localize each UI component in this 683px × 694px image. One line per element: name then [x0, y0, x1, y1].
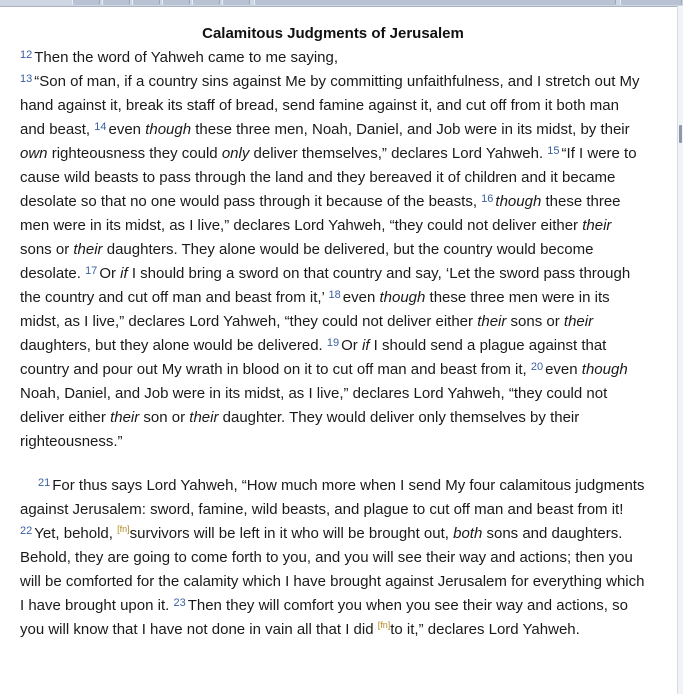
italic-word: both [453, 525, 483, 542]
verse-text-12: Then the word of Yahweh came to me saying, [34, 49, 339, 66]
verse-text-23: to it,” declares Lord Yahweh. [390, 621, 580, 638]
verse-number-13[interactable]: 13 [20, 73, 33, 85]
italic-word: their [110, 409, 140, 426]
verse-text-19: I should send a plague against that country and pour out My wrath in blood on it to cut off man and beast from it, [20, 337, 607, 378]
italic-word: only [221, 145, 250, 162]
verse-number-19[interactable]: 19 [326, 337, 340, 349]
verse-number-12[interactable]: 12 [20, 49, 33, 61]
verse-text-14: deliver themselves,” declares Lord Yahweh. [253, 145, 544, 162]
toolbar-strip [0, 0, 683, 7]
paragraph-verse-12 [20, 46, 646, 70]
verse-text-17: I should bring a sword on that country and say, ‘Let the sword pass through the country and cut off man and beast from it,’ [20, 265, 631, 306]
footnote-marker[interactable]: [fn] [117, 524, 130, 534]
italic-word: own [20, 145, 48, 162]
toolbar-tab[interactable] [192, 0, 220, 5]
italic-word: though [379, 289, 426, 306]
verse-number-15[interactable]: 15 [547, 145, 560, 157]
italic-word: though [495, 193, 542, 210]
splitter-bar[interactable] [677, 6, 683, 694]
italic-word: their [582, 217, 612, 234]
document-body [20, 22, 646, 642]
splitter-handle[interactable] [679, 125, 682, 143]
toolbar-tab[interactable] [102, 0, 130, 5]
verse-text-20: daughter. They would deliver only themselves by their righteousness.” [20, 409, 580, 450]
italic-word: their [477, 313, 507, 330]
paragraph-verses-13-20 [20, 70, 646, 454]
verse-text-19: Or [341, 337, 358, 354]
verse-text-18: even [342, 289, 376, 306]
verse-text-22: sons and daughters. Behold, they are going to come forth to you, and you will see their way and actions; then you will be comforted for the calamity which I have brought against Jerusalem for everything which I have brought upon it. [20, 525, 645, 614]
paragraph-verses-21-23 [20, 474, 646, 642]
toolbar-address[interactable] [254, 0, 616, 5]
italic-word: though [145, 121, 192, 138]
verse-text-14: righteousness they could [51, 145, 218, 162]
italic-word: though [581, 361, 628, 378]
footnote-marker[interactable]: [fn] [377, 620, 391, 630]
verse-text-22: Yet, behold, [34, 525, 113, 542]
italic-word: their [563, 313, 594, 330]
toolbar-tab[interactable] [132, 0, 160, 5]
verse-text-16: these three men were in its midst, as I live,” declares Lord Yahweh, “they could not deliver either [20, 193, 621, 234]
italic-word: their [189, 409, 219, 426]
verse-text-21: For thus says Lord Yahweh, “How much more when I send My four calamitous judgments against Jerusalem: sword, famine, wild beasts, and plague to cut off man and beast from it! [20, 477, 645, 518]
verse-number-16[interactable]: 16 [481, 193, 494, 205]
verse-text-18: these three men were in its midst, as I live,” declares Lord Yahweh, “they could not deliver either [20, 289, 610, 330]
verse-text-20: Noah, Daniel, and Job were in its midst, as I live,” declares Lord Yahweh, “they could not deliver either [20, 385, 608, 426]
verse-text-18: daughters, but they alone would be delivered. [20, 337, 323, 354]
toolbar-tab[interactable] [72, 0, 100, 5]
verse-number-23[interactable]: 23 [173, 597, 186, 609]
verse-text-20: even [545, 361, 578, 378]
verse-text-20: son or [143, 409, 186, 426]
chapter-heading: Calamitous Judgments of Jerusalem [202, 25, 464, 42]
verse-text-16: sons or [20, 241, 70, 258]
verse-text-14: even [108, 121, 142, 138]
verse-text-14: these three men, Noah, Daniel, and Job were in its midst, by their [195, 121, 630, 138]
verse-number-21[interactable]: 21 [38, 477, 51, 489]
verse-text-15: “If I were to cause wild beasts to pass through the land and they bereaved it of children and it became desolate so that no one would pass through it because of the beasts, [20, 145, 637, 210]
verse-text-16: daughters. They alone would be delivered, but the country would become desolate. [20, 241, 594, 282]
verse-number-17[interactable]: 17 [85, 265, 98, 277]
verse-number-18[interactable]: 18 [328, 289, 341, 301]
verse-text-17: Or [99, 265, 116, 282]
verse-number-20[interactable]: 20 [530, 361, 544, 373]
verse-text-23: Then they will comfort you when you see their way and actions, so you will know that I have not done in vain all that I did [20, 597, 628, 638]
toolbar-tab[interactable] [162, 0, 190, 5]
verse-text-18: sons or [510, 313, 560, 330]
verse-number-22[interactable]: 22 [20, 525, 33, 537]
verse-number-14[interactable]: 14 [94, 121, 107, 133]
toolbar-tab[interactable] [620, 0, 682, 5]
italic-word: their [73, 241, 103, 258]
verse-text-22: survivors will be left in it who will be brought out, [129, 525, 449, 542]
verse-text-13: “Son of man, if a country sins against Me by committing unfaithfulness, and I stretch out My hand against it, break its staff of bread, send famine against it, and cut off from it both man and beast, [20, 73, 640, 138]
toolbar-tab[interactable] [222, 0, 250, 5]
italic-word: if [361, 337, 370, 354]
italic-word: if [120, 265, 128, 282]
